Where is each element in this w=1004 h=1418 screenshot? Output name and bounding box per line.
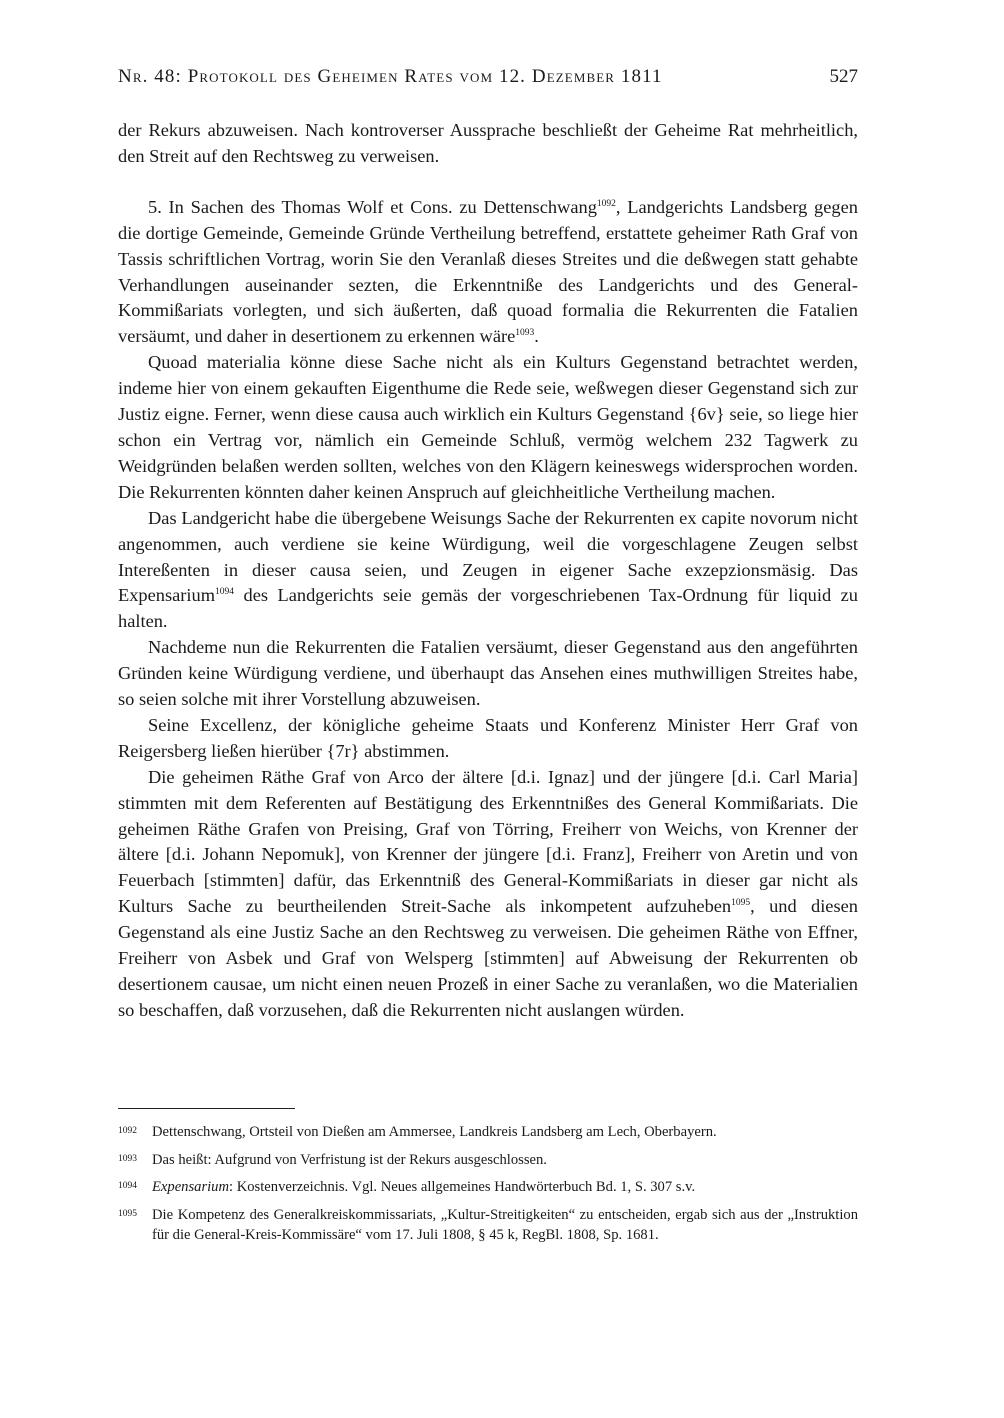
footnote-text: Die Kompetenz des Generalkreiskommissariats, „Kultur-Streitigkeiten“ zu entscheiden, ergab sich aus der „Instruktion für die General-Kreis-Kommissäre“ vom 17. Juli 1808, § 45 k, RegBl. 1808, Sp. 1681.	[152, 1206, 858, 1243]
footnote-ref[interactable]: 1092	[596, 198, 616, 209]
footnote-term: Expensarium	[152, 1179, 230, 1195]
paragraph: Nachdeme nun die Rekurrenten die Fatalien versäumt, dieser Gegenstand aus den angeführten Gründen keine Würdigung verdiene, und überhaupt das Ansehen eines muthwilligen Streites habe, so seien solche mit ihrer Vorstellung abzuweisen.	[118, 637, 858, 710]
footnote-text: Dettenschwang, Ortsteil von Dießen am Ammersee, Landkreis Landsberg am Lech, Oberbayern.	[152, 1124, 717, 1140]
footnote	[118, 1205, 858, 1246]
paragraph-text: .	[534, 326, 539, 347]
footnote-number: 1094	[118, 1181, 137, 1191]
paragraph-text: Das Landgericht habe die übergebene Weisungs Sache der Rekurrenten ex capite novorum nicht angenommen, auch verdiene sie keine Würdigung, weil die vorgeschlagene Zeugen selbst Intereßenten in dieser causa seien, und Zeugen in eigener Sache exzepzionsmäsig. Das Expensarium	[118, 507, 858, 606]
paragraph: Quoad materialia könne diese Sache nicht als ein Kulturs Gegenstand betrachtet werden, indeme hier von einem gekauften Eigenthume die Rede seie, weßwegen dieser Gegenstand sich zur Justiz eigne. Ferner, wenn diese causa auch wirklich ein Kulturs Gegenstand {6v} seie, so liege hier schon ein Vertrag vor, nämlich ein Gemeinde Schluß, vermög welchem 232 Tagwerk zu Weidgründen belaßen werden sollten, welches von den Klägern keineswegs widersprochen worden. Die Rekurrenten könnten daher keinen Anspruch auf gleichheitliche Vertheilung machen.	[118, 352, 858, 502]
footnote-ref[interactable]: 1095	[731, 898, 751, 909]
page-header	[118, 66, 858, 92]
paragraph-text: 5. In Sachen des Thomas Wolf et Cons. zu Dettenschwang	[148, 196, 597, 217]
footnote-text: Das heißt: Aufgrund von Verfristung ist der Rekurs ausgeschlossen.	[152, 1151, 547, 1168]
paragraph-text: des Landgerichts seie gemäs der vorgeschriebenen Tax-Ordnung für liquid zu halten.	[118, 585, 858, 632]
footnote-separator	[118, 1108, 295, 1109]
paragraph: Seine Excellenz, der königliche geheime Staats und Konferenz Minister Herr Graf von Reigersberg ließen hierüber {7r} abstimmen.	[118, 714, 858, 761]
footnote-ref[interactable]: 1094	[215, 587, 235, 598]
page-number: 527	[829, 66, 858, 87]
footnote	[118, 1122, 858, 1143]
footnotes	[118, 1122, 858, 1253]
paragraph: der Rekurs abzuweisen. Nach kontroverser Aussprache beschließt der Geheime Rat mehrheitlich, den Streit auf den Rechtsweg zu verweisen.	[118, 120, 858, 166]
footnote	[118, 1177, 858, 1198]
footnote-text: : Kostenverzeichnis. Vgl. Neues allgemeines Handwörterbuch Bd. 1, S. 307 s.v.	[229, 1179, 696, 1195]
paragraph	[118, 506, 858, 636]
paragraph-text: Die geheimen Räthe Graf von Arco der ältere [d.i. Ignaz] und der jüngere [d.i. Carl Maria] stimmten mit dem Referenten auf Bestätigung des Erkenntnißes des General Kommißariats. Die geheimen Räthe Grafen von Preising, Graf von Törring, Freiherr von Weichs, von Krenner der ältere [d.i. Johann Nepomuk], von Krenner der jüngere [d.i. Franz], Freiherr von Aretin und von Feuerbach [stimmten] dafür, das Erkenntniß des General-Kommißariats in dieser gar nicht als Kulturs Sache zu beurtheilenden Streit-Sache als inkompetent aufzuheben	[118, 766, 858, 917]
footnote-number: 1093	[118, 1153, 137, 1164]
footnote-ref[interactable]: 1093	[515, 328, 535, 339]
paragraph-text: , Landgerichts Landsberg gegen die dortige Gemeinde, Gemeinde Gründe Vertheilung betreffend, erstattete geheimer Rath Graf von Tassis schriftlichen Vortrag, worin Sie den Veranlaß dieses Streites und die deßwegen statt gehabte Verhandlungen auseinander sezten, die Erkenntniße des Landgerichts und des General-Kommißariats vorlegten, und sich äußerten, daß quoad formalia die Rekurrenten die Fatalien versäumt, und daher in desertionem zu erkennen wäre	[118, 196, 858, 347]
footnote-number: 1092	[118, 1126, 137, 1136]
paragraph-text: , und diesen Gegenstand als eine Justiz Sache an den Rechtsweg zu verweisen. Die geheimen Räthe von Effner, Freiherr von Asbek und Graf von Welsperg [stimmten] auf Abweisung der Rekurrenten ob desertionem causae, um nicht einen neuen Prozeß in einer Sache zu veranlaßen, wo die Materialien so beschaffen, daß vorzusehen, daß die Rekurrenten nicht auslangen würden.	[118, 896, 858, 1020]
footnote-number: 1095	[118, 1208, 137, 1219]
paragraph	[118, 765, 858, 1024]
footnote	[118, 1150, 858, 1171]
main-text	[118, 118, 858, 1024]
paragraph	[118, 195, 858, 350]
running-title: Nr. 48: Protokoll des Geheimen Rates vom 12. Dezember 1811	[118, 66, 663, 87]
